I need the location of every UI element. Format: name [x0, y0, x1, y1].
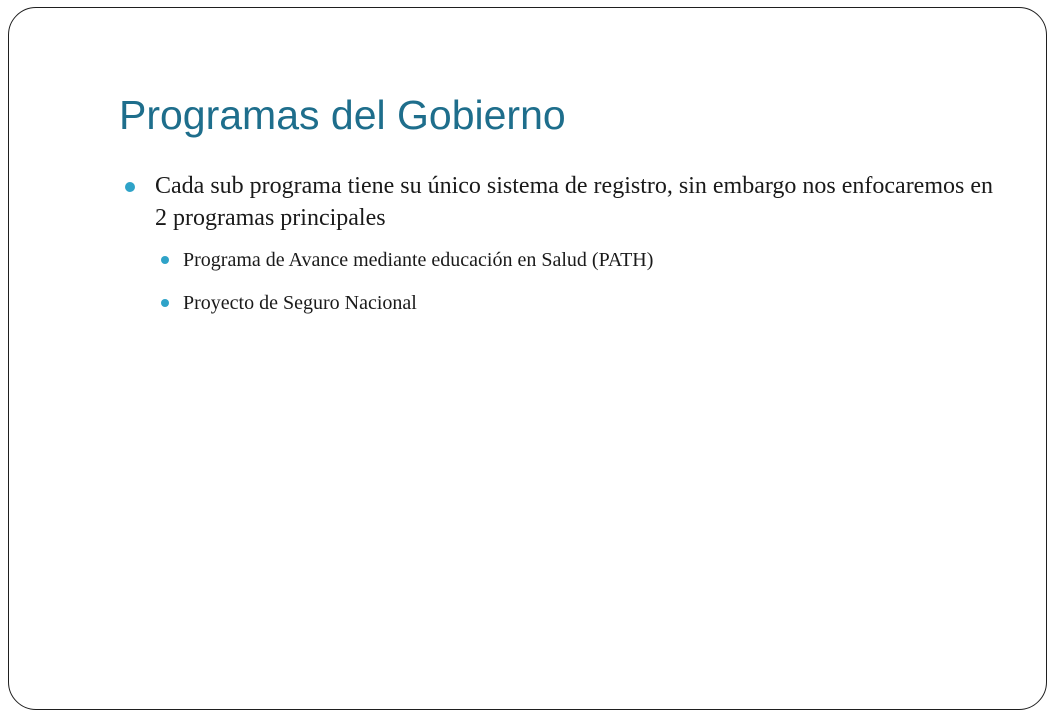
bullet-item: [119, 170, 999, 234]
sub-bullet-item: [119, 246, 999, 274]
bullet-dot-icon: [161, 299, 169, 307]
bullet-text: Cada sub programa tiene su único sistema de registro, sin embargo nos enfocaremos en 2 programas principales: [155, 173, 993, 231]
bullet-dot-icon: [161, 256, 169, 264]
bullet-dot-icon: [125, 182, 135, 192]
sub-bullet-text: Programa de Avance mediante educación en Salud (PATH): [183, 249, 654, 271]
slide-title: Programas del Gobierno: [119, 92, 566, 138]
slide-frame: [8, 7, 1047, 710]
sub-bullet-item: [119, 289, 999, 317]
sub-bullet-text: Proyecto de Seguro Nacional: [183, 292, 417, 314]
slide-content: [119, 170, 999, 332]
